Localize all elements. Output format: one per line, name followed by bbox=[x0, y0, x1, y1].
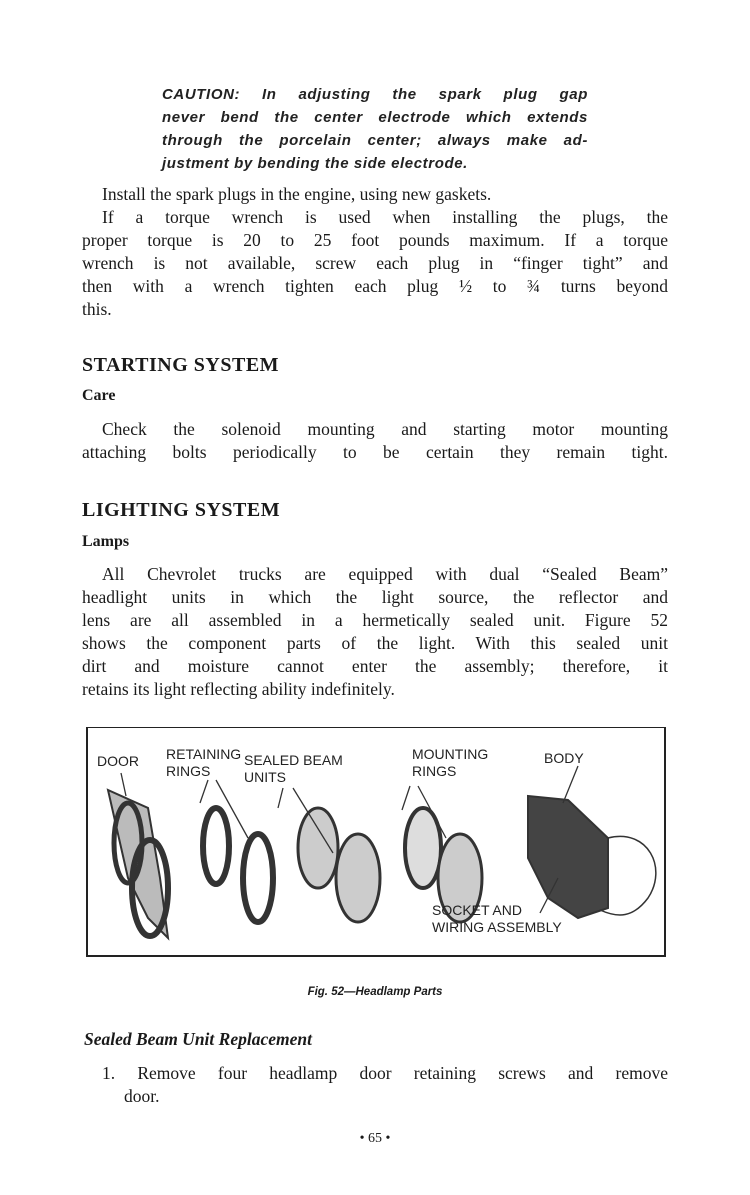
text-line: If a torque wrench is used when installing the plugs, the bbox=[102, 207, 668, 227]
label-retaining-rings: RINGS bbox=[166, 763, 211, 779]
label-sealed-beam-units: UNITS bbox=[244, 769, 286, 785]
subheading-sealed-beam-replacement: Sealed Beam Unit Replacement bbox=[84, 1029, 312, 1049]
caution-line: through the porcelain center; always make ad- bbox=[162, 132, 588, 149]
text-line: wrench is not available, screw each plug in “finger tight” and bbox=[82, 253, 668, 273]
text-line: 1. Remove four headlamp door retaining screws and remove bbox=[102, 1063, 668, 1083]
caution-line: justment by bending the side electrode. bbox=[162, 155, 468, 172]
text-line: retains its light reflecting ability indefinitely. bbox=[82, 679, 395, 699]
figure-caption: Fig. 52—Headlamp Parts bbox=[307, 986, 443, 998]
caution-line: CAUTION: In adjusting the spark plug gap bbox=[162, 86, 588, 103]
label-socket-wiring: SOCKET AND bbox=[432, 902, 522, 918]
label-mounting-rings: MOUNTING bbox=[412, 746, 489, 762]
subheading-lamps: Lamps bbox=[82, 533, 130, 550]
text-line: dirt and moisture cannot enter the assembly; therefore, it bbox=[82, 656, 668, 676]
label-body: BODY bbox=[544, 750, 584, 766]
text-line: proper torque is 20 to 25 foot pounds maximum. If a torque bbox=[82, 230, 668, 250]
text-line: shows the component parts of the light. With this sealed unit bbox=[82, 633, 668, 653]
caution-line: never bend the center electrode which extends bbox=[162, 109, 588, 126]
text-line: Install the spark plugs in the engine, using new gaskets. bbox=[102, 184, 492, 204]
page-number: • 65 • bbox=[359, 1131, 391, 1146]
text-line: lens are all assembled in a hermetically sealed unit. Figure 52 bbox=[82, 610, 668, 630]
text-line: then with a wrench tighten each plug ½ to ¾ turns beyond bbox=[82, 276, 668, 296]
section-heading-starting-system: STARTING SYSTEM bbox=[82, 354, 280, 376]
text-line: door. bbox=[124, 1086, 160, 1106]
figure-headlamp-parts bbox=[86, 727, 666, 957]
text-line: All Chevrolet trucks are equipped with dual “Sealed Beam” bbox=[102, 564, 668, 584]
text-line: attaching bolts periodically to be certain they remain tight. bbox=[82, 442, 668, 462]
label-sealed-beam-units: SEALED BEAM bbox=[244, 752, 343, 768]
subheading-care: Care bbox=[82, 387, 116, 404]
text-line: Check the solenoid mounting and starting motor mounting bbox=[102, 419, 668, 439]
section-heading-lighting-system: LIGHTING SYSTEM bbox=[82, 499, 281, 521]
text-line: headlight units in which the light source, the reflector and bbox=[82, 587, 668, 607]
label-socket-wiring: WIRING ASSEMBLY bbox=[432, 919, 562, 935]
label-mounting-rings: RINGS bbox=[412, 763, 457, 779]
label-door: DOOR bbox=[97, 753, 139, 769]
label-retaining-rings: RETAINING bbox=[166, 746, 242, 762]
text-line: this. bbox=[82, 299, 112, 319]
